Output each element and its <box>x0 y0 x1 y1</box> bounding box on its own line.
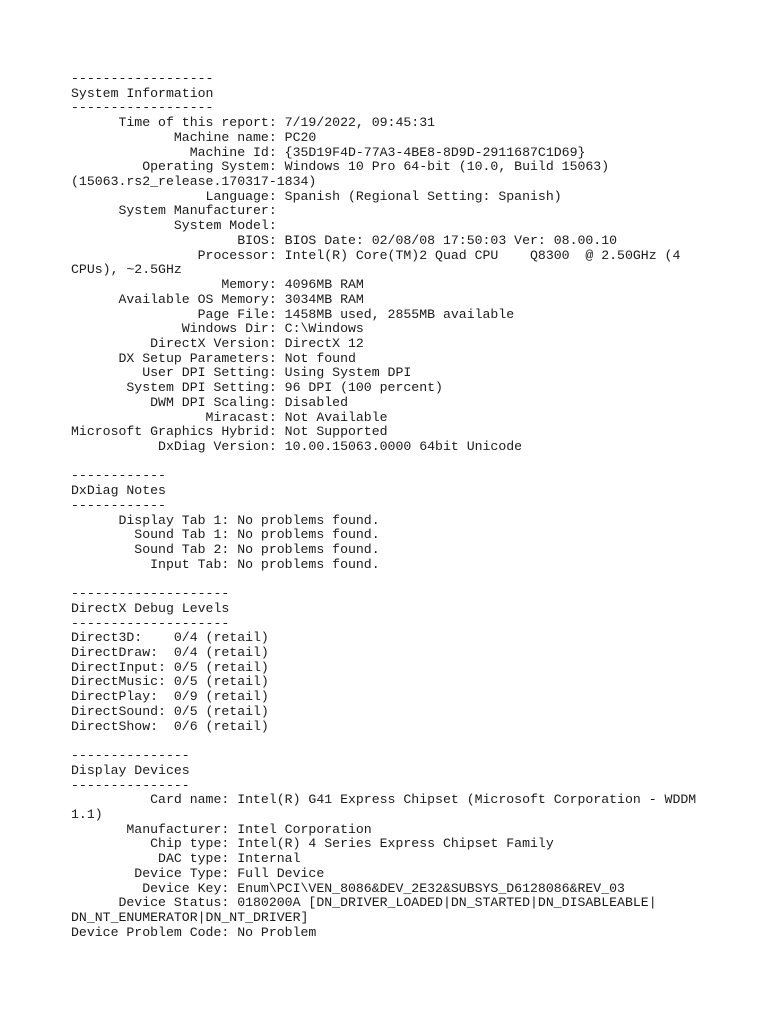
report-line: System DPI Setting: 96 DPI (100 percent) <box>71 380 443 396</box>
report-line: DN_NT_ENUMERATOR|DN_NT_DRIVER] <box>71 909 309 925</box>
report-line: Page File: 1458MB used, 2855MB available <box>71 306 515 322</box>
report-line: System Manufacturer: <box>71 203 277 219</box>
report-line: Display Tab 1: No problems found. <box>71 512 380 528</box>
report-line: Display Devices <box>71 762 190 778</box>
report-line: --------------- <box>71 777 190 793</box>
report-line: Input Tab: No problems found. <box>71 556 380 572</box>
report-line: ------------------ <box>71 100 214 116</box>
report-line: DxDiag Notes <box>71 483 166 499</box>
report-line: Device Problem Code: No Problem <box>71 924 317 940</box>
report-line: -------------------- <box>71 615 230 631</box>
report-line: Manufacturer: Intel Corporation <box>71 821 372 837</box>
report-line: -------------------- <box>71 586 230 602</box>
report-line: 1.1) <box>71 806 103 822</box>
report-line: Sound Tab 2: No problems found. <box>71 542 380 557</box>
report-line: DirectDraw: 0/4 (retail) <box>71 645 269 661</box>
report-line: Time of this report: 7/19/2022, 09:45:31 <box>71 115 436 131</box>
report-line: User DPI Setting: Using System DPI <box>71 365 412 381</box>
report-line: Operating System: Windows 10 Pro 64-bit (10.0, Build 15063) <box>71 159 610 175</box>
report-line: DirectInput: 0/5 (retail) <box>71 659 269 675</box>
report-line: Direct3D: 0/4 (retail) <box>71 630 269 646</box>
report-line: BIOS: BIOS Date: 02/08/08 17:50:03 Ver: 08.00.10 <box>71 232 618 248</box>
report-line: ------------------ <box>71 71 214 86</box>
report-line: Miracast: Not Available <box>71 409 388 425</box>
report-line: Machine name: PC20 <box>71 129 317 145</box>
report-line: DirectX Version: DirectX 12 <box>71 335 364 351</box>
report-line: Microsoft Graphics Hybrid: Not Supported <box>71 424 388 440</box>
report-line: Processor: Intel(R) Core(TM)2 Quad CPU Q8300 @ 2.50GHz (4 <box>71 247 681 263</box>
report-line: DirectX Debug Levels <box>71 600 230 616</box>
report-line: Language: Spanish (Regional Setting: Spanish) <box>71 188 562 204</box>
report-line: DirectMusic: 0/5 (retail) <box>71 674 269 690</box>
report-line: (15063.rs2_release.170317-1834) <box>71 174 317 190</box>
report-line: CPUs), ~2.5GHz <box>71 262 182 278</box>
dxdiag-report-text <box>71 71 697 940</box>
report-line: Machine Id: {35D19F4D-77A3-4BE8-8D9D-2911687C1D69} <box>71 144 586 160</box>
report-line: DxDiag Version: 10.00.15063.0000 64bit Unicode <box>71 438 523 454</box>
report-line: Card name: Intel(R) G41 Express Chipset (Microsoft Corporation - WDDM <box>71 792 697 808</box>
report-line: Windows Dir: C:\Windows <box>71 321 364 337</box>
report-line: --------------- <box>71 748 190 764</box>
report-line: Chip type: Intel(R) 4 Series Express Chipset Family <box>71 836 554 852</box>
report-line: System Model: <box>71 218 277 234</box>
report-line: Memory: 4096MB RAM <box>71 277 364 293</box>
report-line: DirectShow: 0/6 (retail) <box>71 718 269 734</box>
report-line: System Information <box>71 85 214 101</box>
report-line: Device Key: Enum\PCI\VEN_8086&DEV_2E32&SUBSYS_D6128086&REV_03 <box>71 880 625 896</box>
report-line: ------------ <box>71 497 166 513</box>
document-page <box>71 71 697 940</box>
report-line: Sound Tab 1: No problems found. <box>71 527 380 543</box>
report-line: ------------ <box>71 468 166 484</box>
report-line: DWM DPI Scaling: Disabled <box>71 394 348 410</box>
report-line: DirectPlay: 0/9 (retail) <box>71 689 269 705</box>
report-line: Device Type: Full Device <box>71 865 325 881</box>
report-line: Device Status: 0180200A [DN_DRIVER_LOADED|DN_STARTED|DN_DISABLEABLE| <box>71 895 657 911</box>
report-line: DX Setup Parameters: Not found <box>71 350 356 366</box>
report-line: Available OS Memory: 3034MB RAM <box>71 291 364 307</box>
report-line: DAC type: Internal <box>71 851 301 867</box>
report-line: DirectSound: 0/5 (retail) <box>71 703 269 719</box>
